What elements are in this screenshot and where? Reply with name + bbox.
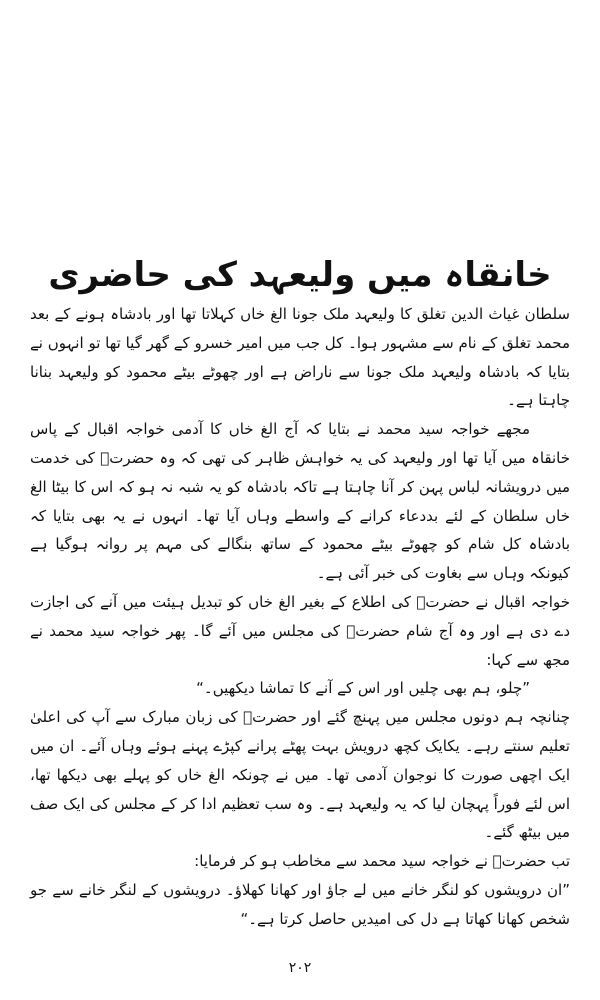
paragraph-2: مجھے خواجہ سید محمد نے بتایا کہ آج الغ خاں کا آدمی خواجہ اقبال کے پاس خانقاہ میں آیا تھا اور ولیعہد کی یہ خواہش ظاہر کی تھی کہ وہ حضرتؒ کی خدمت میں درویشانہ لباس پہن کر آنا چاہتا ہے تاکہ بادشاہ کو یہ شبہ نہ ہو کہ اس کا بیٹا الغ خاں سلطان کے لئے بددعاء کرانے کے واسطے وہاں آیا تھا۔ انہوں نے یہ بھی بتایا کہ بادشاہ کل شام کو چھوٹے بیٹے محمود کے ساتھ بنگالے کی مہم پر روانہ ہوگیا ہے کیونکہ وہاں سے بغاوت کی خبر آئی ہے۔ [30, 420, 570, 583]
paragraph-3: خواجہ اقبال نے حضرتؒ کی اطلاع کے بغیر الغ خاں کو تبدیل ہیئت میں آنے کی اجازت دے دی ہے اور وہ آج شام حضرتؒ کی مجلس میں آئے گا۔ پھر خواجہ سید محمد نے مجھ سے کہا: [30, 592, 570, 669]
paragraph-5: تب حضرتؒ نے خواجہ سید محمد سے مخاطب ہو کر فرمایا: [194, 852, 570, 871]
paragraph-1: سلطان غیاث الدین تغلق کا ولیعہد ملک جونا الغ خاں کہلاتا تھا اور بادشاہ ہونے کے بعد محمد تغلق کے نام سے مشہور ہوا۔ کل جب میں امیر خسرو کے گھر گیا تھا تو انہوں نے بتایا کہ بادشاہ ولیعہد ملک جونا سے ناراض ہے اور چھوٹے بیٹے محمود کو ولیعہد بنانا چاہتا ہے۔ [30, 305, 570, 410]
page-number: ۲۰۲ [288, 960, 312, 976]
chapter-title: خانقاہ میں ولیعہد کی حاضری [48, 254, 552, 295]
quote-2: ”ان درویشوں کو لنگر خانے میں لے جاؤ اور کھانا کھلاؤ۔ درویشوں کے لنگر خانے سے جو شخص کھانا کھاتا ہے دل کی امیدیں حاصل کرتا ہے۔“ [30, 880, 570, 928]
paragraph-4: چنانچہ ہم دونوں مجلس میں پہنچ گئے اور حضرتؒ کی زبان مبارک سے آپ کی اعلیٰ تعلیم سنتے رہے۔ یکایک کچھ درویش بہت پھٹے پرانے کپڑے پہنے ہوئے وہاں آئے۔ ان میں ایک اچھی صورت کا نوجوان آدمی تھا۔ میں نے چونکہ الغ خاں کو پہلے بھی دیکھا تھا، اس لئے فوراً پہچان لیا کہ یہ ولیعہد ہے۔ وہ سب تعظیم ادا کر کے مجلس کی ایک صف میں بیٹھ گئے۔ [30, 708, 570, 842]
body-text [30, 300, 570, 934]
quote-1: ”چلو، ہم بھی چلیں اور اس کے آنے کا تماشا دیکھیں۔“ [196, 679, 530, 698]
